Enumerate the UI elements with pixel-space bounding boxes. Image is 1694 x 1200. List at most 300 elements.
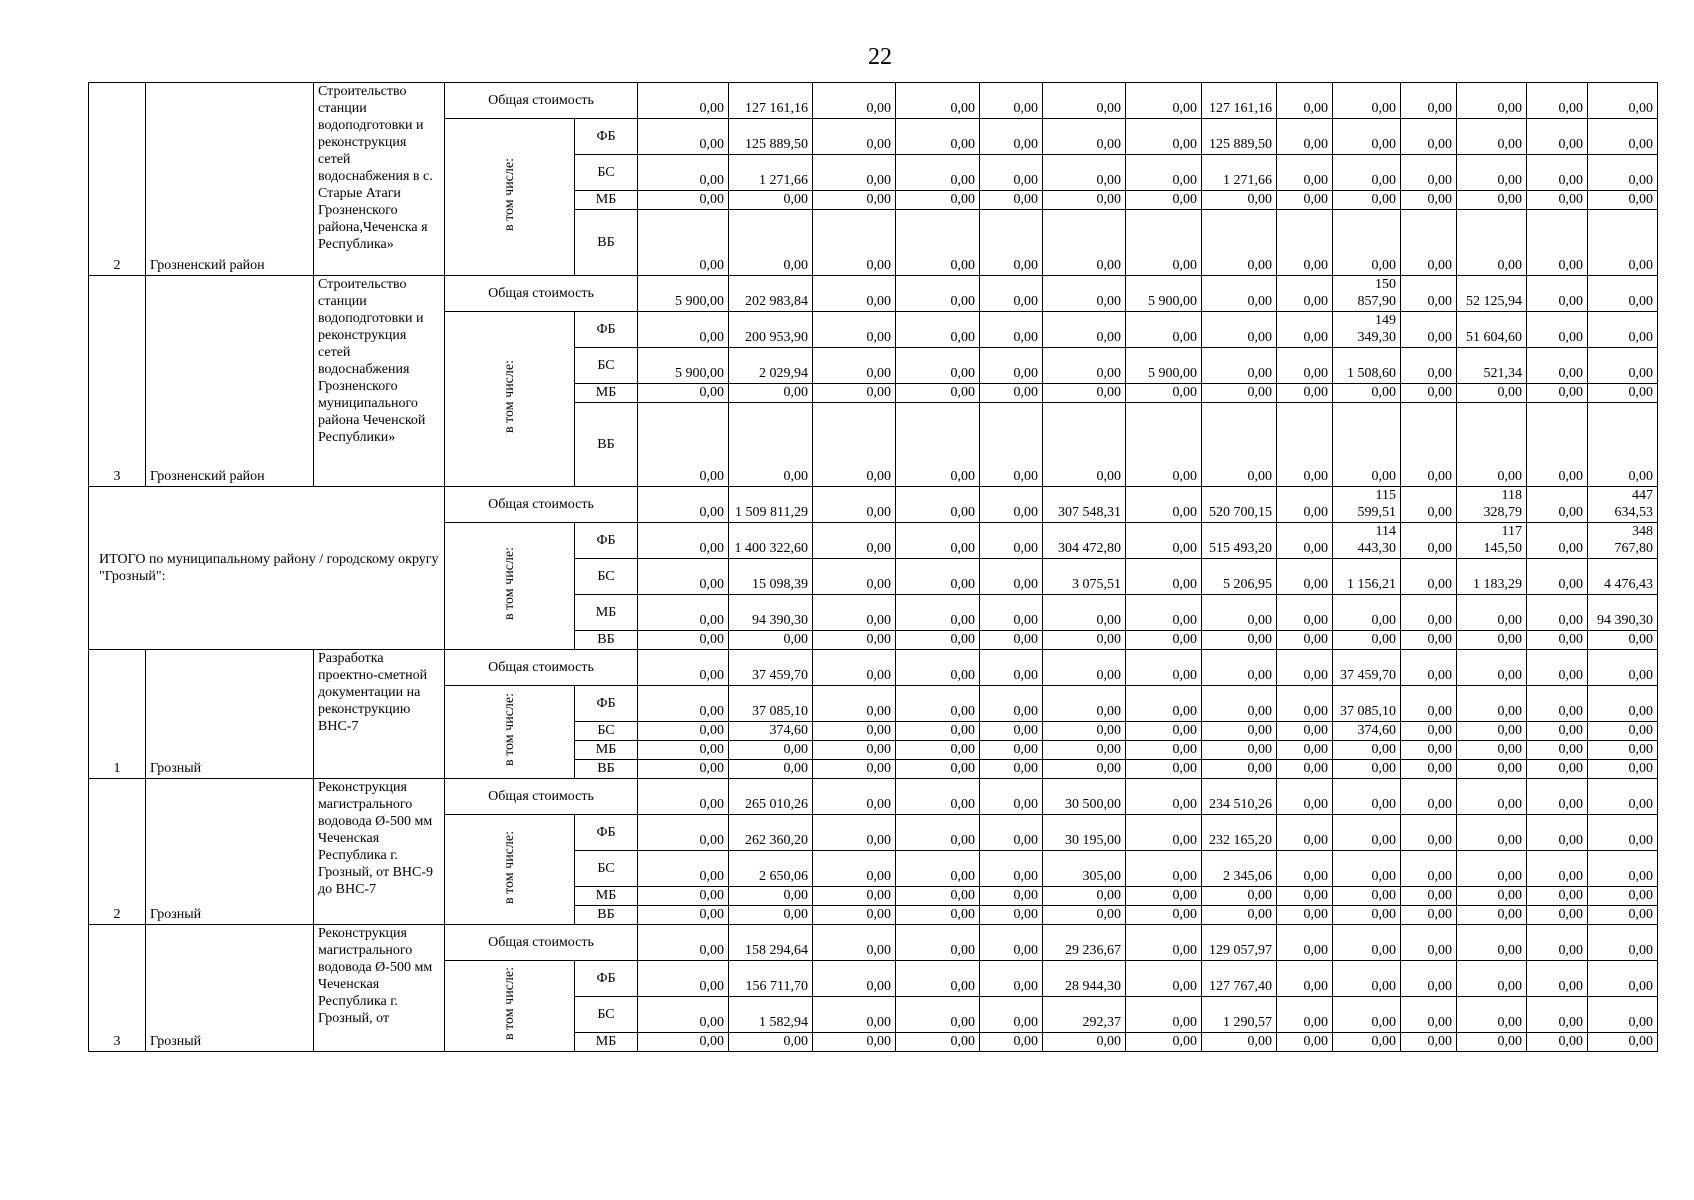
value-cell: 0,00 — [813, 961, 896, 997]
value-cell: 0,00 — [729, 741, 813, 760]
value-cell: 0,00 — [1527, 906, 1588, 925]
value-cell: 0,00 — [896, 83, 980, 119]
value-cell: 0,00 — [1126, 887, 1202, 906]
value-cell: 0,00 — [1588, 348, 1658, 384]
funding-source: БС — [575, 155, 638, 191]
value-cell: 305,00 — [1043, 851, 1126, 887]
value-cell: 0,00 — [896, 887, 980, 906]
value-cell: 0,00 — [1277, 906, 1333, 925]
value-cell: 0,00 — [1126, 191, 1202, 210]
value-cell: 0,00 — [638, 906, 729, 925]
value-cell: 0,00 — [638, 722, 729, 741]
value-cell: 0,00 — [1043, 83, 1126, 119]
value-cell: 0,00 — [1588, 1033, 1658, 1052]
value-cell: 0,00 — [729, 384, 813, 403]
value-cell: 52 125,94 — [1457, 276, 1527, 312]
value-cell: 0,00 — [1401, 523, 1457, 559]
including-label — [445, 686, 575, 779]
value-cell: 0,00 — [638, 155, 729, 191]
value-cell: 0,00 — [1527, 1033, 1588, 1052]
value-cell: 0,00 — [1588, 312, 1658, 348]
value-cell: 0,00 — [1401, 815, 1457, 851]
value-cell: 0,00 — [1527, 276, 1588, 312]
value-cell: 0,00 — [1277, 559, 1333, 595]
value-cell: 0,00 — [729, 191, 813, 210]
value-cell: 0,00 — [1277, 83, 1333, 119]
value-cell: 0,00 — [1043, 191, 1126, 210]
value-cell: 0,00 — [1043, 722, 1126, 741]
value-cell: 0,00 — [1527, 815, 1588, 851]
value-cell: 0,00 — [1401, 487, 1457, 523]
row-number: 3 — [89, 276, 146, 487]
value-cell: 0,00 — [1126, 559, 1202, 595]
value-cell: 0,00 — [729, 631, 813, 650]
value-cell: 0,00 — [1126, 595, 1202, 631]
value-cell: 0,00 — [980, 815, 1043, 851]
page-number: 22 — [868, 44, 892, 70]
value-cell: 0,00 — [1333, 815, 1401, 851]
value-cell: 0,00 — [1126, 210, 1202, 276]
value-cell: 5 900,00 — [638, 348, 729, 384]
value-cell: 0,00 — [638, 119, 729, 155]
value-cell: 0,00 — [1277, 741, 1333, 760]
value-cell: 0,00 — [896, 210, 980, 276]
value-cell: 37 085,10 — [1333, 686, 1401, 722]
value-cell: 0,00 — [1043, 210, 1126, 276]
value-cell: 0,00 — [1527, 887, 1588, 906]
project-name: Разработка проектно-сметной документации на реконструкцию ВНС-7 — [314, 650, 445, 779]
value-cell: 0,00 — [980, 487, 1043, 523]
value-cell: 0,00 — [1333, 906, 1401, 925]
funding-source: БС — [575, 722, 638, 741]
value-cell: 0,00 — [1333, 83, 1401, 119]
value-cell: 0,00 — [1588, 887, 1658, 906]
value-cell: 0,00 — [1333, 961, 1401, 997]
value-cell: 0,00 — [1277, 403, 1333, 487]
value-cell: 0,00 — [896, 961, 980, 997]
value-cell: 0,00 — [896, 191, 980, 210]
including-label — [445, 312, 575, 487]
value-cell: 0,00 — [1401, 312, 1457, 348]
value-cell: 0,00 — [980, 312, 1043, 348]
value-cell: 0,00 — [896, 487, 980, 523]
value-cell: 127 161,16 — [1202, 83, 1277, 119]
value-cell: 0,00 — [1126, 961, 1202, 997]
value-cell: 0,00 — [813, 722, 896, 741]
row-number: 1 — [89, 650, 146, 779]
value-cell: 0,00 — [1457, 961, 1527, 997]
value-cell: 0,00 — [1588, 686, 1658, 722]
value-cell: 0,00 — [980, 631, 1043, 650]
district-name: Грозненский район — [146, 276, 314, 487]
district-name: Грозненский район — [146, 83, 314, 276]
value-cell: 0,00 — [1588, 276, 1658, 312]
value-cell: 265 010,26 — [729, 779, 813, 815]
value-cell: 1 290,57 — [1202, 997, 1277, 1033]
value-cell: 0,00 — [1588, 650, 1658, 686]
value-cell: 374,60 — [729, 722, 813, 741]
value-cell: 0,00 — [896, 523, 980, 559]
value-cell: 0,00 — [896, 760, 980, 779]
value-cell: 0,00 — [638, 686, 729, 722]
value-cell: 0,00 — [1457, 83, 1527, 119]
value-cell: 262 360,20 — [729, 815, 813, 851]
value-cell: 94 390,30 — [1588, 595, 1658, 631]
value-cell: 0,00 — [896, 815, 980, 851]
including-text: в том числе: — [502, 830, 517, 904]
value-cell: 0,00 — [813, 348, 896, 384]
funding-source: БС — [575, 348, 638, 384]
value-cell: 1 508,60 — [1333, 348, 1401, 384]
value-cell: 0,00 — [638, 595, 729, 631]
value-cell: 0,00 — [1401, 559, 1457, 595]
value-cell: 0,00 — [813, 155, 896, 191]
value-cell: 1 509 811,29 — [729, 487, 813, 523]
value-cell: 0,00 — [980, 722, 1043, 741]
value-cell: 0,00 — [1043, 631, 1126, 650]
funding-source: МБ — [575, 1033, 638, 1052]
budget-table — [88, 82, 1658, 1052]
value-cell: 0,00 — [638, 191, 729, 210]
value-cell: 0,00 — [638, 815, 729, 851]
value-cell: 0,00 — [1588, 191, 1658, 210]
total-cost-label: Общая стоимость — [445, 779, 638, 815]
value-cell: 0,00 — [980, 119, 1043, 155]
value-cell: 0,00 — [1527, 779, 1588, 815]
value-cell: 0,00 — [1527, 631, 1588, 650]
value-cell: 0,00 — [813, 403, 896, 487]
value-cell: 0,00 — [1202, 887, 1277, 906]
table-row — [89, 487, 1658, 523]
value-cell: 0,00 — [1277, 210, 1333, 276]
value-cell: 0,00 — [729, 210, 813, 276]
value-cell: 0,00 — [980, 83, 1043, 119]
value-cell: 0,00 — [1588, 906, 1658, 925]
value-cell: 1 156,21 — [1333, 559, 1401, 595]
value-cell: 0,00 — [1333, 191, 1401, 210]
funding-source: ВБ — [575, 906, 638, 925]
value-cell: 0,00 — [1457, 210, 1527, 276]
funding-source: ФБ — [575, 815, 638, 851]
value-cell: 117 145,50 — [1457, 523, 1527, 559]
value-cell: 0,00 — [1457, 650, 1527, 686]
value-cell: 0,00 — [1277, 312, 1333, 348]
value-cell: 5 900,00 — [638, 276, 729, 312]
value-cell: 0,00 — [980, 523, 1043, 559]
value-cell: 127 161,16 — [729, 83, 813, 119]
value-cell: 0,00 — [1401, 779, 1457, 815]
value-cell: 0,00 — [1527, 155, 1588, 191]
value-cell: 0,00 — [1457, 779, 1527, 815]
value-cell: 0,00 — [813, 851, 896, 887]
value-cell: 0,00 — [980, 906, 1043, 925]
value-cell: 2 345,06 — [1202, 851, 1277, 887]
value-cell: 51 604,60 — [1457, 312, 1527, 348]
value-cell: 0,00 — [1527, 997, 1588, 1033]
value-cell: 0,00 — [1457, 851, 1527, 887]
value-cell: 0,00 — [980, 997, 1043, 1033]
value-cell: 0,00 — [1527, 595, 1588, 631]
value-cell: 0,00 — [1527, 83, 1588, 119]
value-cell: 0,00 — [638, 650, 729, 686]
value-cell: 0,00 — [980, 559, 1043, 595]
row-number: 2 — [89, 83, 146, 276]
value-cell: 0,00 — [1333, 403, 1401, 487]
value-cell: 0,00 — [896, 595, 980, 631]
value-cell: 0,00 — [1457, 997, 1527, 1033]
funding-source: ВБ — [575, 631, 638, 650]
value-cell: 0,00 — [813, 559, 896, 595]
value-cell: 0,00 — [813, 83, 896, 119]
value-cell: 0,00 — [813, 741, 896, 760]
value-cell: 0,00 — [813, 523, 896, 559]
value-cell: 0,00 — [638, 1033, 729, 1052]
value-cell: 0,00 — [1457, 741, 1527, 760]
value-cell: 0,00 — [1126, 631, 1202, 650]
value-cell: 0,00 — [1457, 1033, 1527, 1052]
value-cell: 0,00 — [1333, 1033, 1401, 1052]
value-cell: 0,00 — [813, 1033, 896, 1052]
value-cell: 0,00 — [1333, 595, 1401, 631]
value-cell: 0,00 — [1457, 722, 1527, 741]
funding-source: ВБ — [575, 210, 638, 276]
value-cell: 0,00 — [1401, 851, 1457, 887]
value-cell: 0,00 — [980, 925, 1043, 961]
value-cell: 1 183,29 — [1457, 559, 1527, 595]
value-cell: 5 900,00 — [1126, 348, 1202, 384]
value-cell: 0,00 — [1401, 384, 1457, 403]
value-cell: 0,00 — [1043, 348, 1126, 384]
value-cell: 304 472,80 — [1043, 523, 1126, 559]
value-cell: 0,00 — [1401, 155, 1457, 191]
value-cell: 0,00 — [1126, 851, 1202, 887]
value-cell: 0,00 — [813, 779, 896, 815]
value-cell: 0,00 — [638, 887, 729, 906]
value-cell: 0,00 — [1401, 760, 1457, 779]
including-text: в том числе: — [502, 693, 517, 766]
funding-source: ФБ — [575, 523, 638, 559]
value-cell: 515 493,20 — [1202, 523, 1277, 559]
value-cell: 0,00 — [813, 650, 896, 686]
value-cell: 1 271,66 — [1202, 155, 1277, 191]
value-cell: 0,00 — [1126, 523, 1202, 559]
value-cell: 0,00 — [1527, 348, 1588, 384]
value-cell: 0,00 — [1277, 779, 1333, 815]
value-cell: 0,00 — [896, 559, 980, 595]
district-name: Грозный — [146, 925, 314, 1052]
value-cell: 0,00 — [813, 997, 896, 1033]
value-cell: 0,00 — [813, 191, 896, 210]
value-cell: 0,00 — [813, 631, 896, 650]
value-cell: 0,00 — [1043, 650, 1126, 686]
value-cell: 0,00 — [1043, 276, 1126, 312]
including-label — [445, 961, 575, 1052]
value-cell: 5 206,95 — [1202, 559, 1277, 595]
value-cell: 0,00 — [1401, 686, 1457, 722]
value-cell: 0,00 — [896, 384, 980, 403]
value-cell: 0,00 — [896, 741, 980, 760]
value-cell: 0,00 — [813, 312, 896, 348]
value-cell: 0,00 — [1527, 119, 1588, 155]
value-cell: 0,00 — [1277, 851, 1333, 887]
value-cell: 0,00 — [1401, 631, 1457, 650]
value-cell: 0,00 — [1588, 210, 1658, 276]
value-cell: 0,00 — [980, 348, 1043, 384]
value-cell: 0,00 — [1527, 741, 1588, 760]
funding-source: МБ — [575, 741, 638, 760]
value-cell: 0,00 — [1126, 741, 1202, 760]
value-cell: 0,00 — [980, 384, 1043, 403]
value-cell: 0,00 — [1202, 1033, 1277, 1052]
value-cell: 0,00 — [1457, 815, 1527, 851]
value-cell: 0,00 — [1126, 155, 1202, 191]
value-cell: 0,00 — [896, 851, 980, 887]
value-cell: 0,00 — [896, 650, 980, 686]
value-cell: 0,00 — [1333, 631, 1401, 650]
value-cell: 1 271,66 — [729, 155, 813, 191]
value-cell: 0,00 — [1333, 384, 1401, 403]
value-cell: 5 900,00 — [1126, 276, 1202, 312]
value-cell: 0,00 — [813, 887, 896, 906]
funding-source: ВБ — [575, 760, 638, 779]
value-cell: 0,00 — [1202, 760, 1277, 779]
value-cell: 0,00 — [1126, 384, 1202, 403]
project-name: Строительство станции водоподготовки и реконструкция сетей водоснабжения в с. Старые Атаги Грозненского района,Чеченска я Республика» — [314, 83, 445, 276]
value-cell: 0,00 — [1333, 210, 1401, 276]
value-cell: 0,00 — [1043, 760, 1126, 779]
value-cell: 0,00 — [896, 155, 980, 191]
value-cell: 0,00 — [1277, 631, 1333, 650]
funding-source: МБ — [575, 595, 638, 631]
value-cell: 0,00 — [1401, 741, 1457, 760]
value-cell: 0,00 — [1527, 925, 1588, 961]
value-cell: 0,00 — [1333, 887, 1401, 906]
value-cell: 0,00 — [813, 384, 896, 403]
funding-source: ФБ — [575, 312, 638, 348]
value-cell: 156 711,70 — [729, 961, 813, 997]
value-cell: 0,00 — [1527, 384, 1588, 403]
funding-source: ВБ — [575, 403, 638, 487]
value-cell: 1 400 322,60 — [729, 523, 813, 559]
value-cell: 521,34 — [1457, 348, 1527, 384]
value-cell: 0,00 — [638, 384, 729, 403]
including-text: в том числе: — [502, 158, 517, 231]
value-cell: 0,00 — [1588, 779, 1658, 815]
value-cell: 0,00 — [1527, 191, 1588, 210]
value-cell: 127 767,40 — [1202, 961, 1277, 997]
value-cell: 0,00 — [1527, 760, 1588, 779]
value-cell: 0,00 — [980, 686, 1043, 722]
value-cell: 0,00 — [1277, 815, 1333, 851]
value-cell: 0,00 — [1277, 523, 1333, 559]
value-cell: 118 328,79 — [1457, 487, 1527, 523]
funding-source: ФБ — [575, 119, 638, 155]
value-cell: 0,00 — [1401, 650, 1457, 686]
value-cell: 0,00 — [1333, 741, 1401, 760]
value-cell: 0,00 — [1457, 384, 1527, 403]
value-cell: 0,00 — [1126, 815, 1202, 851]
value-cell: 0,00 — [813, 906, 896, 925]
table-row — [89, 83, 1658, 119]
value-cell: 348 767,80 — [1588, 523, 1658, 559]
value-cell: 3 075,51 — [1043, 559, 1126, 595]
value-cell: 0,00 — [1527, 559, 1588, 595]
value-cell: 0,00 — [1588, 83, 1658, 119]
value-cell: 0,00 — [1043, 384, 1126, 403]
value-cell: 0,00 — [1401, 276, 1457, 312]
value-cell: 1 582,94 — [729, 997, 813, 1033]
value-cell: 0,00 — [1333, 779, 1401, 815]
table-row — [89, 276, 1658, 312]
value-cell: 0,00 — [1588, 384, 1658, 403]
value-cell: 0,00 — [1277, 276, 1333, 312]
value-cell: 0,00 — [729, 1033, 813, 1052]
project-name: Реконструкция магистрального водовода Ø-500 мм Чеченская Республика г. Грозный, от ВНС-9 до ВНС-7 — [314, 779, 445, 925]
value-cell: 0,00 — [1277, 650, 1333, 686]
total-cost-label: Общая стоимость — [445, 650, 638, 686]
value-cell: 0,00 — [813, 210, 896, 276]
value-cell: 0,00 — [1277, 760, 1333, 779]
value-cell: 0,00 — [1401, 191, 1457, 210]
row-number: 2 — [89, 779, 146, 925]
value-cell: 28 944,30 — [1043, 961, 1126, 997]
including-label — [445, 523, 575, 650]
district-name: Грозный — [146, 650, 314, 779]
value-cell: 292,37 — [1043, 997, 1126, 1033]
value-cell: 0,00 — [1277, 722, 1333, 741]
funding-source: ФБ — [575, 961, 638, 997]
value-cell: 0,00 — [1202, 210, 1277, 276]
value-cell: 374,60 — [1333, 722, 1401, 741]
value-cell: 0,00 — [1588, 851, 1658, 887]
value-cell: 0,00 — [1401, 403, 1457, 487]
value-cell: 125 889,50 — [1202, 119, 1277, 155]
funding-source: ФБ — [575, 686, 638, 722]
value-cell: 0,00 — [1588, 760, 1658, 779]
value-cell: 0,00 — [1043, 741, 1126, 760]
value-cell: 0,00 — [813, 276, 896, 312]
total-cost-label: Общая стоимость — [445, 925, 638, 961]
value-cell: 0,00 — [1202, 741, 1277, 760]
value-cell: 150 857,90 — [1333, 276, 1401, 312]
value-cell: 0,00 — [638, 997, 729, 1033]
value-cell: 0,00 — [1401, 925, 1457, 961]
value-cell: 0,00 — [813, 686, 896, 722]
value-cell: 0,00 — [1202, 631, 1277, 650]
value-cell: 129 057,97 — [1202, 925, 1277, 961]
total-cost-label: Общая стоимость — [445, 487, 638, 523]
value-cell: 200 953,90 — [729, 312, 813, 348]
value-cell: 0,00 — [813, 595, 896, 631]
value-cell: 0,00 — [1333, 760, 1401, 779]
value-cell: 0,00 — [1588, 741, 1658, 760]
value-cell: 0,00 — [980, 887, 1043, 906]
value-cell: 0,00 — [1527, 523, 1588, 559]
value-cell: 0,00 — [980, 760, 1043, 779]
value-cell: 0,00 — [1401, 997, 1457, 1033]
value-cell: 149 349,30 — [1333, 312, 1401, 348]
value-cell: 0,00 — [1043, 1033, 1126, 1052]
value-cell: 0,00 — [980, 1033, 1043, 1052]
value-cell: 0,00 — [1043, 906, 1126, 925]
value-cell: 94 390,30 — [729, 595, 813, 631]
value-cell: 0,00 — [1277, 961, 1333, 997]
value-cell: 0,00 — [813, 119, 896, 155]
value-cell: 0,00 — [1457, 760, 1527, 779]
value-cell: 0,00 — [1588, 815, 1658, 851]
value-cell: 202 983,84 — [729, 276, 813, 312]
value-cell: 0,00 — [896, 722, 980, 741]
